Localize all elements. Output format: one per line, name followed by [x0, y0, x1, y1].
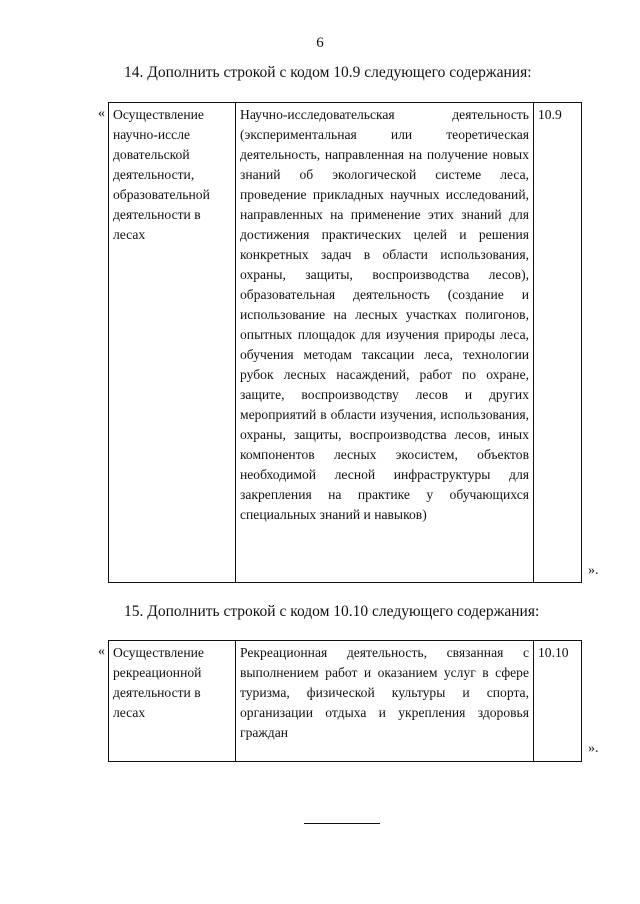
- section-15-heading: 15. Дополнить строкой с кодом 10.10 следующего содержания:: [124, 603, 540, 620]
- section-14-open-quote: «: [98, 106, 105, 121]
- table-row: [109, 103, 582, 583]
- section-15-close-quote: ».: [588, 741, 599, 756]
- section-15-table: [108, 640, 582, 762]
- section-14-close-quote: ».: [588, 563, 599, 578]
- section-15-open-quote: «: [98, 644, 105, 659]
- section-14-table: [108, 102, 582, 583]
- activity-description-cell: Рекреационная деятельность, связанная с выполнением работ и оказанием услуг в сфере туризма, физической культуры и спорта, организации отдыха и укрепления здоровья граждан: [236, 641, 534, 762]
- activity-name-cell: Осуществление научно-иссле довательской деятельности, образовательной деятельности в лесах: [109, 103, 236, 583]
- activity-code-cell: 10.9: [534, 103, 582, 583]
- activity-code-cell: 10.10: [534, 641, 582, 762]
- section-14-heading: 14. Дополнить строкой с кодом 10.9 следующего содержания:: [124, 64, 532, 81]
- activity-name-cell: Осуществление рекреационной деятельности в лесах: [109, 641, 236, 762]
- page-number: 6: [316, 35, 324, 51]
- activity-description-cell: Научно-исследовательская деятельность (экспериментальная или теоретическая деятельность, направленная на получение новых знаний об экологической системе леса, проведение прикладных научных исследований, направленных на применение этих знаний для достижения практических целей и решения конкретных задач в области использования, охраны, защиты, воспроизводства лесов), образовательная деятельность (создание и использование на лесных участках полигонов, опытных площадок для изучения природы леса, обучения методам таксации леса, технологии рубок лесных насаждений, работ по охране, защите, воспроизводству лесов и других мероприятий в области изучения, использования, охраны, защиты, воспроизводства лесов, иных компонентов лесных экосистем, объектов необходимой лесной инфраструктуры для закрепления на практике у обучающихся специальных знаний и навыков): [236, 103, 534, 583]
- table-row: [109, 641, 582, 762]
- footer-rule: [304, 823, 380, 824]
